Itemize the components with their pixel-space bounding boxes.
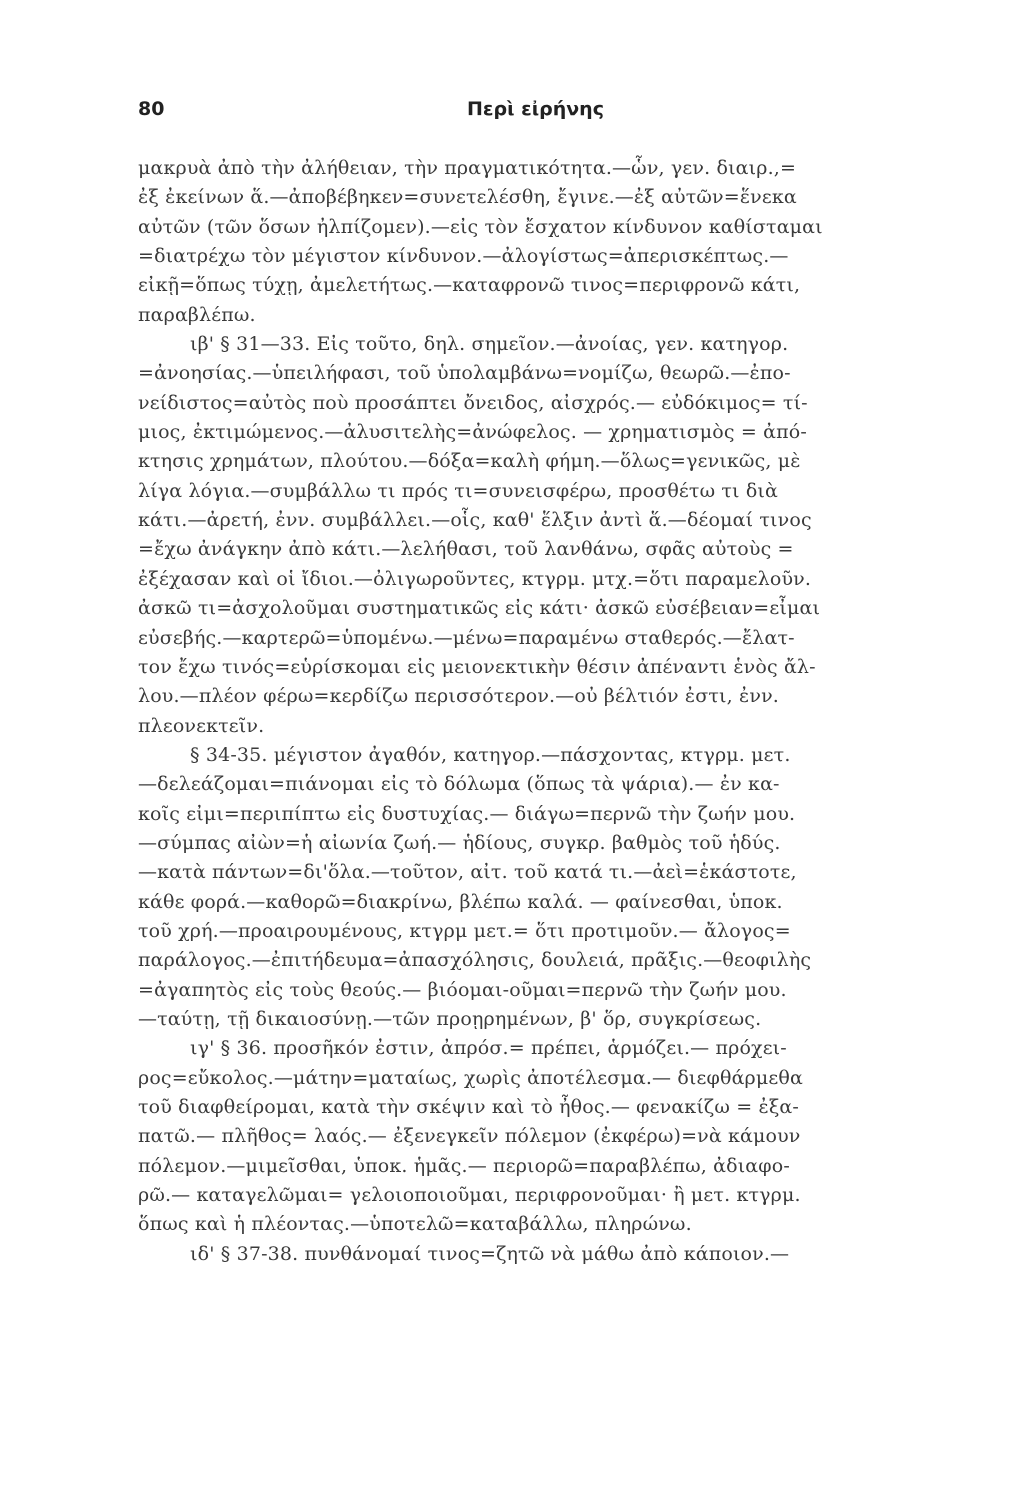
text-body	[138, 154, 933, 1269]
text-line: μακρυὰ ἀπὸ τὴν ἀλήθειαν, τὴν πραγματικότητα.—ὧν, γεν. διαιρ.,=	[138, 157, 797, 179]
text-line: =ἀνοησίας.—ὑπειλήφασι, τοῦ ὑπολαμβάνω=νομίζω, θεωρῶ.—ἐπο-	[138, 362, 791, 385]
text-line: κάτι.—ἀρετή, ἐνν. συμβάλλει.—οἷς, καθ' ἕλξιν ἀντὶ ἅ.—δέομαί τινος	[138, 509, 812, 532]
text-line: παραβλέπω.	[138, 303, 256, 326]
page-number: 80	[138, 98, 165, 120]
text-line: =διατρέχω τὸν μέγιστον κίνδυνον.—ἀλογίστως=ἀπερισκέπτως.—	[138, 245, 789, 268]
text-line: κτησις χρημάτων, πλούτου.—δόξα=καλὴ φήμη.—ὅλως=γενικῶς, μὲ	[138, 450, 801, 473]
page-header	[138, 98, 933, 128]
text-line: —κατὰ πάντων=δι'ὅλα.—τοῦτον, αἰτ. τοῦ κατά τι.—ἀεὶ=ἑκάστοτε,	[138, 861, 797, 884]
text-line: τοῦ χρή.—προαιρουμένους, κτγρμ μετ.= ὅτι προτιμοῦν.— ἄλογος=	[138, 919, 791, 942]
text-line: πλεονεκτεῖν.	[138, 714, 265, 737]
text-line: ὅπως καὶ ἡ πλέοντας.—ὑποτελῶ=καταβάλλω, πληρώνω.	[138, 1213, 692, 1236]
text-line: πόλεμον.—μιμεῖσθαι, ὑποκ. ἡμᾶς.— περιορῶ=παραβλέπω, ἀδιαφο-	[138, 1154, 790, 1177]
text-line: κάθε φορά.—καθορῶ=διακρίνω, βλέπω καλά. — φαίνεσθαι, ὑποκ.	[138, 890, 783, 913]
text-line: —σύμπας αἰὼν=ἡ αἰωνία ζωή.— ἡδίους, συγκρ. βαθμὸς τοῦ ἡδύς.	[138, 831, 781, 854]
text-line: ρῶ.— καταγελῶμαι= γελοιοποιοῦμαι, περιφρονοῦμαι· ἢ μετ. κτγρμ.	[138, 1184, 801, 1207]
text-line: εἰκῇ=ὅπως τύχῃ, ἀμελετήτως.—καταφρονῶ τινος=περιφρονῶ κάτι,	[138, 274, 801, 297]
text-line: νείδιστος=αὐτὸς ποὺ προσάπτει ὄνειδος, αἰσχρός.— εὐδόκιμος= τί-	[138, 391, 808, 414]
text-line: λου.—πλέον φέρω=κερδίζω περισσότερον.—οὐ βέλτιόν ἐστι, ἐνν.	[138, 685, 779, 708]
text-line: παράλογος.—ἐπιτήδευμα=ἀπασχόλησις, δουλειά, πρᾶξις.—θεοφιλὴς	[138, 949, 812, 972]
text-line: ἐξέχασαν καὶ οἱ ἴδιοι.—ὀλιγωροῦντες, κτγρμ. μτχ.=ὅτι παραμελοῦν.	[138, 567, 812, 590]
text-line: ρος=εὔκολος.—μάτην=ματαίως, χωρὶς ἀποτέλεσμα.— διεφθάρμεθα	[138, 1066, 803, 1089]
text-line: ἀσκῶ τι=ἀσχολοῦμαι συστηματικῶς εἰς κάτι· ἀσκῶ εὐσέβειαν=εἶμαι	[138, 597, 821, 620]
text-line: πατῶ.— πλῆθος= λαός.— ἐξενεγκεῖν πόλεμον (ἐκφέρω)=νὰ κάμουν	[138, 1125, 801, 1148]
text-line: =ἔχω ἀνάγκην ἀπὸ κάτι.—λελήθασι, τοῦ λανθάνω, σφᾶς αὐτοὺς =	[138, 538, 794, 561]
text-line: —ταύτῃ, τῇ δικαιοσύνῃ.—τῶν προῃρημένων, β' ὅρ, συγκρίσεως.	[138, 1007, 762, 1030]
text-line: μιος, ἐκτιμώμενος.—ἀλυσιτελὴς=ἀνώφελος. — χρηματισμὸς = ἀπό-	[138, 421, 807, 444]
text-line: ιδ' § 37-38. πυνθάνομαί τινος=ζητῶ νὰ μάθω ἀπὸ κάποιον.—	[190, 1242, 790, 1265]
text-line: τοῦ διαφθείρομαι, κατὰ τὴν σκέψιν καὶ τὸ ἦθος.— φενακίζω = ἐξα-	[138, 1096, 799, 1118]
text-line: κοῖς εἰμι=περιπίπτω εἰς δυστυχίας.— διάγω=περνῶ τὴν ζωήν μου.	[138, 802, 796, 825]
text-line: λίγα λόγια.—συμβάλλω τι πρός τι=συνεισφέρω, προσθέτω τι διὰ	[138, 479, 779, 502]
text-line: αὐτῶν (τῶν ὅσων ἠλπίζομεν).—εἰς τὸν ἔσχατον κίνδυνον καθίσταμαι	[138, 215, 823, 238]
text-line: ἐξ ἐκείνων ἅ.—ἀποβέβηκεν=συνετελέσθη, ἔγινε.—ἐξ αὐτῶν=ἕνεκα	[138, 186, 797, 209]
text-line: εὐσεβής.—καρτερῶ=ὑπομένω.—μένω=παραμένω σταθερός.—ἔλατ-	[138, 626, 795, 649]
text-line: —δελεάζομαι=πιάνομαι εἰς τὸ δόλωμα (ὅπως τὰ ψάρια).— ἐν κα-	[138, 773, 780, 796]
text-line: ιβ' § 31—33. Εἰς τοῦτο, δηλ. σημεῖον.—ἀνοίας, γεν. κατηγορ.	[190, 333, 789, 356]
running-title: Περὶ εἰρήνης	[467, 98, 604, 120]
text-line: τον ἔχω τινός=εὑρίσκομαι εἰς μειονεκτικὴν θέσιν ἀπέναντι ἑνὸς ἄλ-	[138, 655, 816, 678]
text-line: ιγ' § 36. προσῆκόν ἐστιν, ἀπρόσ.= πρέπει, ἁρμόζει.— πρόχει-	[190, 1037, 787, 1060]
text-line: § 34-35. μέγιστον ἀγαθόν, κατηγορ.—πάσχοντας, κτγρμ. μετ.	[190, 743, 791, 766]
text-line: =ἀγαπητὸς εἰς τοὺς θεούς.— βιόομαι-οῦμαι=περνῶ τὴν ζωήν μου.	[138, 978, 787, 1001]
